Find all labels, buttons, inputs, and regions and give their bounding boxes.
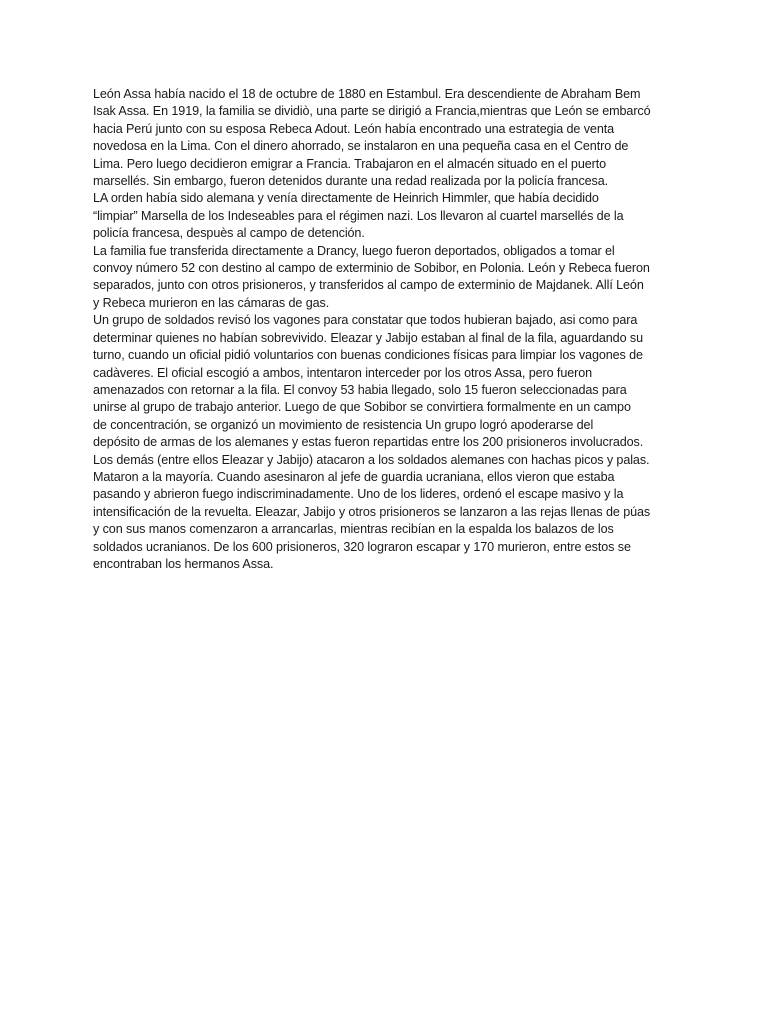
text-line: de concentración, se organizó un movimiento de resistencia Un grupo logró apoderarse del	[93, 417, 594, 432]
text-line: soldados ucranianos. De los 600 prisioneros, 320 lograron escapar y 170 murieron, entre estos se	[93, 539, 631, 554]
body-text	[93, 86, 678, 573]
text-line: Los demás (entre ellos Eleazar y Jabijo) atacaron a los soldados alemanes con hachas picos y palas.	[93, 452, 650, 467]
text-line: La familia fue transferida directamente a Drancy, luego fueron deportados, obligados a tomar el	[93, 243, 615, 258]
text-line: depósito de armas de los alemanes y estas fueron repartidas entre los 200 prisioneros involucrados.	[93, 435, 644, 450]
text-line: unirse al grupo de trabajo anterior. Luego de que Sobibor se convirtiera formalmente en un campo	[93, 400, 631, 415]
text-line: encontraban los hermanos Assa.	[93, 556, 274, 571]
text-line: y Rebeca murieron en las cámaras de gas.	[93, 295, 330, 310]
text-line: cadàveres. El oficial escogió a ambos, intentaron interceder por los otros Assa, pero fueron	[93, 365, 593, 380]
text-line: León Assa había nacido el 18 de octubre de 1880 en Estambul. Era descendiente de Abraham Bem	[93, 87, 641, 101]
text-line: turno, cuando un oficial pidió voluntarios con buenas condiciones físicas para limpiar los vagones de	[93, 348, 643, 363]
text-line: convoy número 52 con destino al campo de exterminio de Sobibor, en Polonia. León y Rebeca fueron	[93, 261, 650, 276]
text-line: y con sus manos comenzaron a arrancarlas, mientras recibían en la espalda los balazos de los	[93, 522, 614, 537]
text-line: Isak Assa. En 1919, la familia se dividiò, una parte se dirigió a Francia,mientras que León se embarcó	[93, 104, 651, 119]
text-line: intensificación de la revuelta. Eleazar, Jabijo y otros prisioneros se lanzaron a las rejas llenas de púas	[93, 504, 651, 519]
text-line: separados, junto con otros prisioneros, y transferidos al campo de exterminio de Majdanek. Allí León	[93, 278, 644, 293]
text-line: pasando y abrieron fuego indiscriminadamente. Uno de los lideres, ordenó el escape masivo y la	[93, 487, 624, 502]
text-line: Lima. Pero luego decidieron emigrar a Francia. Trabajaron en el almacén situado en el puerto	[93, 156, 607, 171]
text-line: Un grupo de soldados revisó los vagones para constatar que todos hubieran bajado, asi como para	[93, 313, 638, 328]
text-line: novedosa en la Lima. Con el dinero ahorrado, se instalaron en una pequeña casa en el Centro de	[93, 139, 629, 154]
text-line: amenazados con retornar a la fila. El convoy 53 habia llegado, solo 15 fueron seleccionadas para	[93, 382, 627, 397]
text-line: marsellés. Sin embargo, fueron detenidos durante una redad realizada por la policía francesa.	[93, 174, 609, 189]
text-line: policía francesa, despuès al campo de detención.	[93, 226, 365, 241]
text-line: hacia Perú junto con su esposa Rebeca Adout. León había encontrado una estrategia de venta	[93, 121, 615, 136]
text-line: determinar quienes no habían sobrevivido. Eleazar y Jabijo estaban al final de la fila, aguardando su	[93, 330, 643, 345]
text-line: “limpiar” Marsella de los Indeseables para el régimen nazi. Los llevaron al cuartel marsellés de la	[93, 208, 624, 223]
text-line: Mataron a la mayoría. Cuando asesinaron al jefe de guardia ucraniana, ellos vieron que estaba	[93, 469, 615, 484]
text-line: LA orden había sido alemana y venía directamente de Heinrich Himmler, que había decidido	[93, 191, 599, 206]
